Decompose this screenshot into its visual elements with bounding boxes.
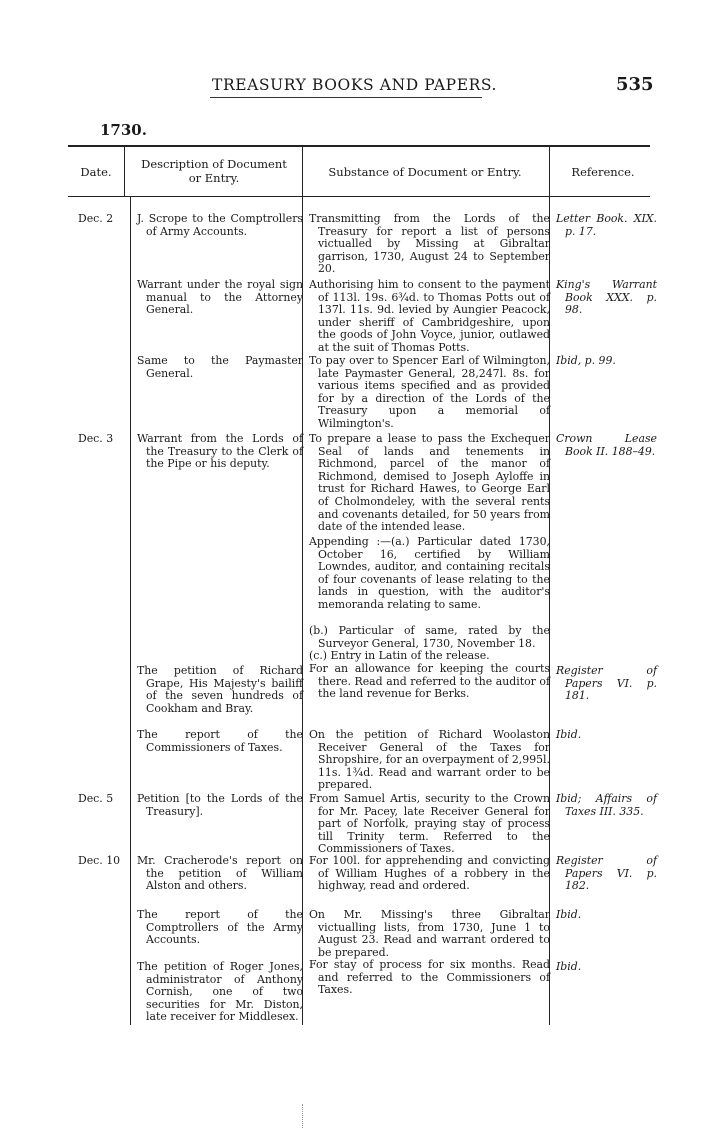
row-substance: On the petition of Richard Woolaston Receiver General of the Taxes for Shropshire, for an overpayment of 2,995l. 11s. 1¾d. Read and warrant order to be prepared.	[309, 728, 550, 792]
header-rule	[210, 97, 482, 98]
row-reference	[556, 433, 657, 458]
row-reference-text: Letter Book. XIX. p. 17.	[556, 212, 657, 238]
row-reference	[556, 355, 657, 368]
table-header-rule	[68, 196, 650, 197]
row-substance: For stay of process for six months. Read and referred to the Commissioners of Taxes.	[309, 958, 550, 997]
row-reference	[556, 961, 657, 974]
header-reference: Reference.	[571, 165, 635, 179]
row-description: Warrant from the Lords of the Treasury to the Clerk of the Pipe or his deputy.	[137, 432, 303, 471]
row-description: The report of the Comptrollers of the Army Accounts.	[137, 908, 303, 947]
row-substance: For 100l. for apprehending and convicting of William Hughes of a robbery in the highway, read and ordered.	[309, 854, 550, 893]
row-substance: To pay over to Spencer Earl of Wilmington, late Paymaster General, 28,247l. 8s. for various items specified and as provided for by a direction of the Lords of the Treasury upon a memorial of Wilmington's.	[309, 354, 550, 430]
column-divider-2	[302, 147, 303, 197]
table-top-rule	[68, 145, 650, 147]
row-reference-text: Ibid.	[556, 908, 582, 921]
row-description: Warrant under the royal sign manual to the Attorney General.	[137, 278, 303, 317]
row-reference	[556, 213, 657, 238]
row-description: The petition of Roger Jones, administrator of Anthony Cornish, one of two securities for Mr. Diston, late receiver for Middlesex.	[137, 960, 303, 1024]
row-substance: From Samuel Artis, security to the Crown for Mr. Pacey, late Receiver General for part of Norfolk, praying stay of process till Trinity term. Referred to the Commissioners of Taxes.	[309, 792, 550, 856]
row-date: Dec. 10	[78, 854, 121, 867]
column-divider-body-2	[302, 197, 303, 1025]
row-substance: Transmitting from the Lords of the Treasury for report a list of persons victualled by Missing at Gibraltar garrison, 1730, August 24 to September 20.	[309, 212, 550, 276]
row-reference-text: Ibid, p. 99.	[556, 354, 616, 367]
column-divider-3	[549, 147, 550, 197]
row-date: Dec. 2	[78, 212, 114, 225]
row-reference	[556, 909, 657, 922]
page-bottom-mark	[302, 1104, 304, 1128]
row-reference	[556, 729, 657, 742]
header-date: Date.	[80, 165, 112, 179]
row-substance: For an allowance for keeping the courts there. Read and referred to the auditor of the land revenue for Berks.	[309, 662, 550, 701]
row-description: The petition of Richard Grape, His Majesty's bailiff of the seven hundreds of Cookham and Bray.	[137, 664, 303, 715]
row-reference	[556, 793, 657, 818]
row-substance-appending: Appending :—(a.) Particular dated 1730, October 16, certified by William Lowndes, auditor, and containing recitals of four covenants of lease relating to the lands in question, with the auditor's memoranda relating to same.	[309, 535, 550, 611]
row-description: Same to the Paymaster General.	[137, 354, 303, 380]
row-reference-text: Ibid.	[556, 960, 582, 973]
row-reference	[556, 855, 657, 893]
row-reference-text: Register of Papers VI. p. 182.	[556, 854, 657, 893]
row-description: The report of the Commissioners of Taxes.	[137, 728, 303, 754]
page-number: 535	[616, 74, 654, 95]
row-substance: Authorising him to consent to the payment of 113l. 19s. 6¾d. to Thomas Potts out of 137l. 11s. 9d. levied by Aungier Peacock, under sheriff of Cambridgeshire, upon the goods of John Voyce, junior, outlawed at the suit of Thomas Potts.	[309, 278, 550, 354]
row-reference-text: King's Warrant Book XXX. p. 98.	[556, 278, 657, 317]
row-substance-part-b: (b.) Particular of same, rated by the Surveyor General, 1730, November 18.	[309, 624, 550, 650]
running-title: TREASURY BOOKS AND PAPERS.	[212, 76, 498, 94]
row-reference-text: Crown Lease Book II. 188–49.	[556, 432, 657, 458]
row-reference-text: Register of Papers VI. p. 181.	[556, 664, 657, 703]
header-description: Description of Document or Entry.	[141, 157, 287, 185]
column-divider-body-1	[130, 197, 131, 1025]
row-reference	[556, 665, 657, 703]
row-description: Mr. Cracherode's report on the petition of William Alston and others.	[137, 854, 303, 893]
row-substance: On Mr. Missing's three Gibraltar victualling lists, from 1730, June 1 to August 23. Read and warrant ordered to be prepared.	[309, 908, 550, 959]
row-reference-text: Ibid; Affairs of Taxes III. 335.	[556, 792, 657, 818]
column-divider-1	[124, 147, 125, 197]
row-date: Dec. 5	[78, 792, 114, 805]
row-date: Dec. 3	[78, 432, 114, 445]
row-description: J. Scrope to the Comptrollers of Army Accounts.	[137, 212, 303, 238]
row-reference	[556, 279, 657, 317]
year-heading: 1730.	[100, 121, 147, 139]
header-substance: Substance of Document or Entry.	[328, 165, 522, 179]
row-substance: To prepare a lease to pass the Exchequer Seal of lands and tenements in Richmond, parcel of the manor of Richmond, demised to Joseph Ayloffe in trust for Richard Hawes, to George Earl of Cholmondeley, with the several rents and covenants detailed, for 50 years from date of the intended lease.	[309, 432, 550, 534]
row-description: Petition [to the Lords of the Treasury].	[137, 792, 303, 818]
row-reference-text: Ibid.	[556, 728, 582, 741]
row-substance-part-c: (c.) Entry in Latin of the release.	[309, 649, 490, 662]
